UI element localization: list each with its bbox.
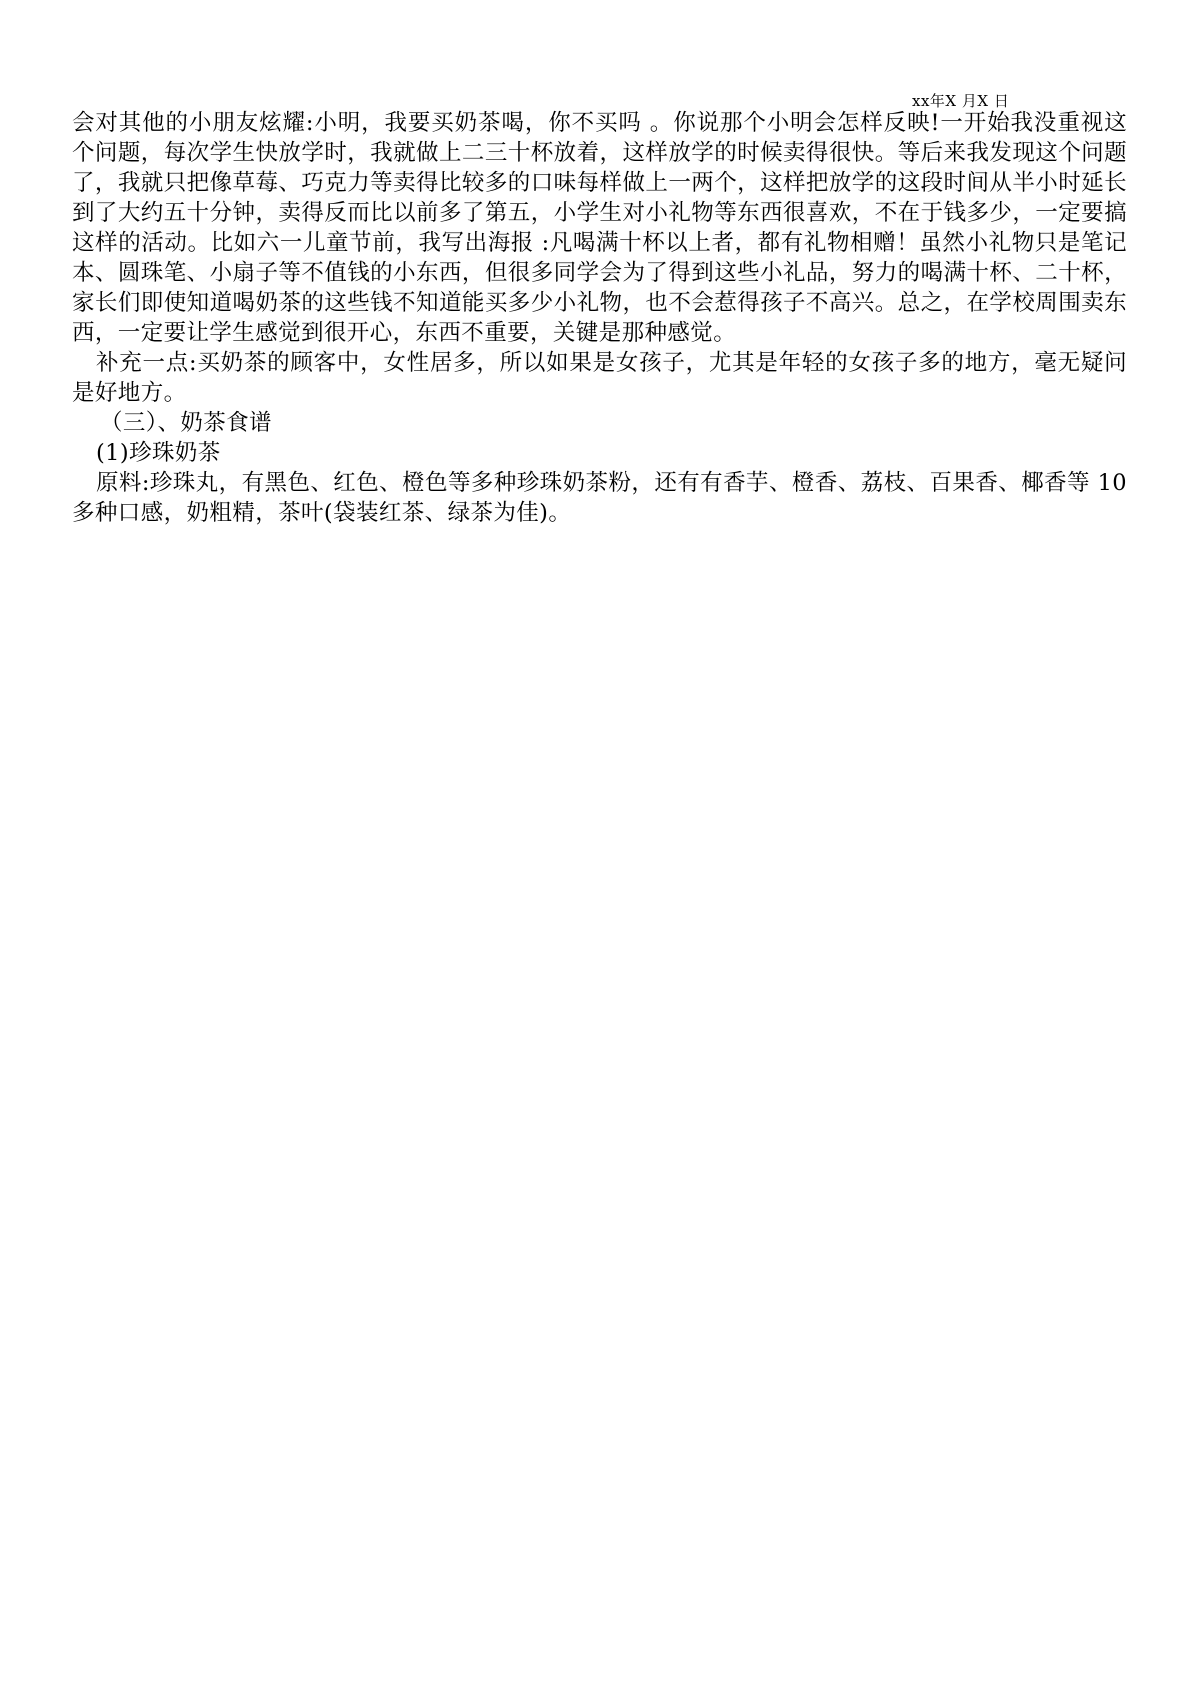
recipe-title-pearl-milk-tea: (1)珍珠奶茶 <box>96 440 221 466</box>
header-date: xx年X 月X 日 <box>912 92 1010 110</box>
paragraph-customer-note: 补充一点:买奶茶的顾客中，女性居多，所以如果是女孩子，尤其是年轻的女孩子多的地方，毫无疑问是好地方。 <box>72 350 1127 406</box>
document-body <box>72 108 1127 528</box>
section-heading-recipes: （三）、奶茶食谱 <box>100 410 272 436</box>
paragraph-gift-promotion: 会对其他的小朋友炫耀:小明，我要买奶茶喝，你不买吗 。你说那个小明会怎样反映!一开始我没重视这个问题，每次学生快放学时，我就做上二三十杯放着，这样放学的时候卖得很快。等后来我发现这个问题了，我就只把像草莓、巧克力等卖得比较多的口味每样做上一两个，这样把放学的这段时间从半小时延长到了大约五十分钟，卖得反而比以前多了第五，小学生对小礼物等东西很喜欢，不在于钱多少，一定要搞这样的活动。比如六一儿童节前，我写出海报 :凡喝满十杯以上者，都有礼物相赠！虽然小礼物只是笔记本、圆珠笔、小扇子等不值钱的小东西，但很多同学会为了得到这些小礼品，努力的喝满十杯、二十杯，家长们即使知道喝奶茶的这些钱不知道能买多少小礼物，也不会惹得孩子不高兴。总之，在学校周围卖东西，一定要让学生感觉到很开心，东西不重要，关键是那种感觉。 <box>72 110 1127 346</box>
paragraph-ingredients: 原料:珍珠丸，有黑色、红色、橙色等多种珍珠奶茶粉，还有有香芋、橙香、荔枝、百果香、椰香等 10 多种口感，奶粗精，茶叶(袋装红茶、绿茶为佳)。 <box>72 470 1127 526</box>
